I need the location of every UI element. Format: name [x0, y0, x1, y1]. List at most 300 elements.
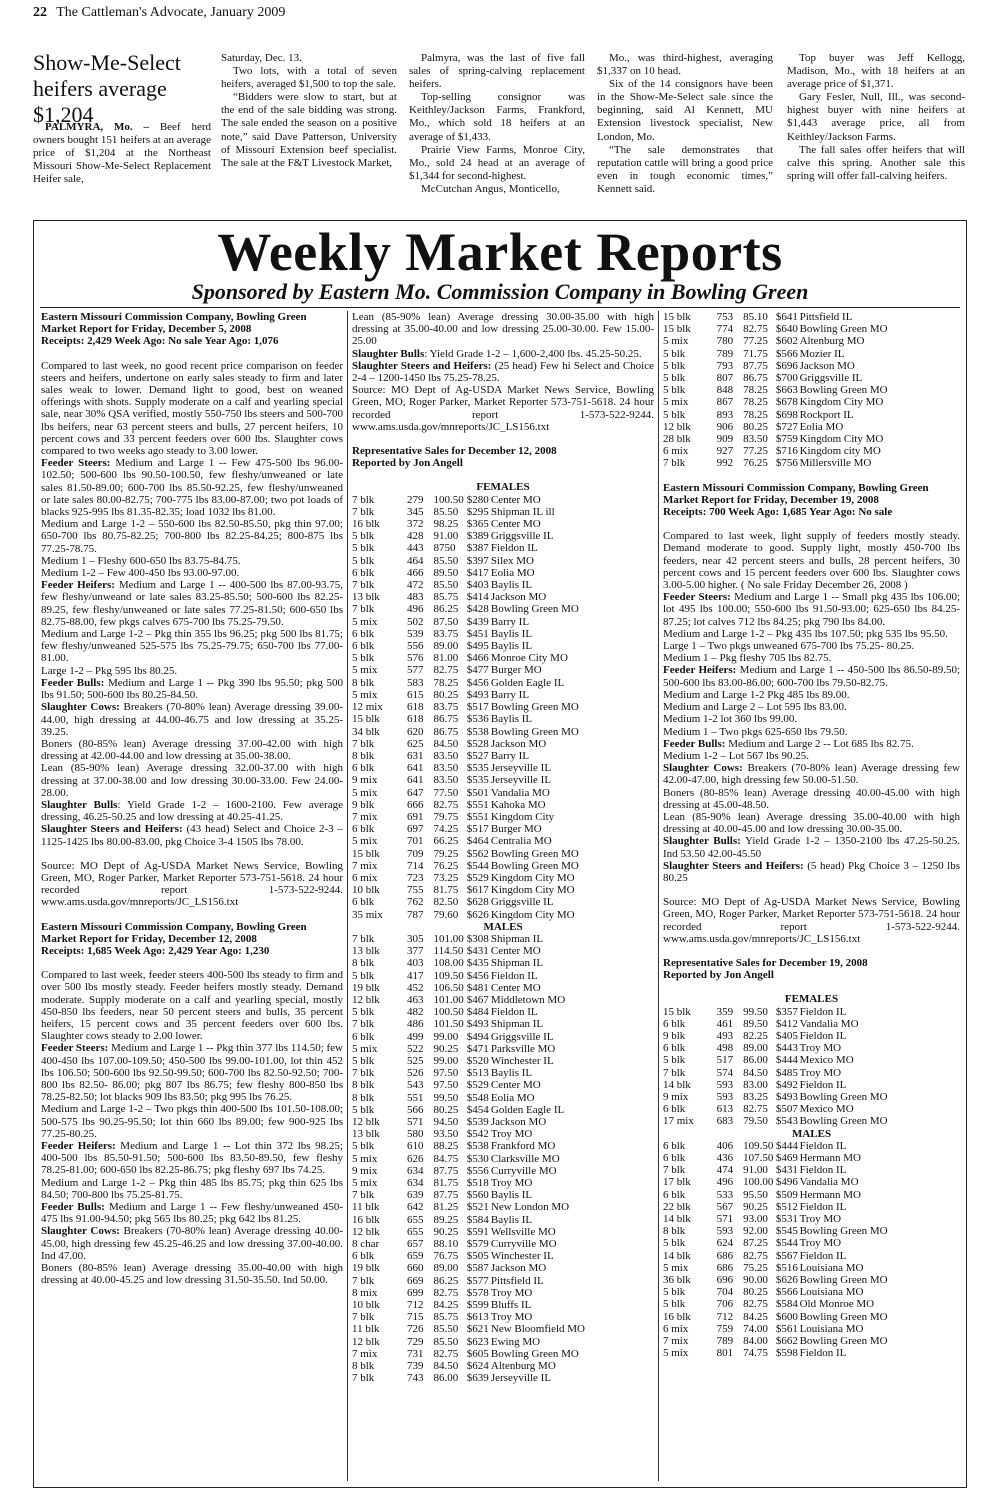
- avg-weight: 461: [716, 1017, 734, 1030]
- report-label: Slaughter Cows:: [41, 1225, 120, 1238]
- report-paragraph: Large 1 – Two pkgs unweaned 675-700 lbs 75.25- 80.25.: [663, 640, 915, 653]
- price-head: $617: [466, 884, 489, 897]
- sales-row: [352, 1031, 654, 1043]
- sales-row: [352, 1055, 654, 1067]
- lot-head-type: 5 blk: [352, 652, 375, 665]
- market-column-2: [352, 311, 654, 1481]
- spacer: [663, 470, 960, 482]
- sales-row: [352, 1238, 654, 1250]
- sales-row: [352, 677, 654, 689]
- price-head: $417: [466, 566, 489, 579]
- report-label: Slaughter Bulls: [41, 798, 118, 811]
- price-head: $548: [466, 1091, 489, 1104]
- price-head: $626: [775, 1274, 798, 1287]
- price-cwt: 87.25: [743, 1237, 768, 1250]
- avg-weight: 992: [716, 457, 734, 470]
- buyer-location: Winchester IL: [490, 1250, 554, 1263]
- lot-head-type: 5 blk: [663, 347, 686, 360]
- buyer-location: Barry IL: [490, 688, 530, 701]
- buyer-location: Curryville MO: [490, 1238, 557, 1251]
- price-head: $443: [775, 1042, 798, 1055]
- avg-weight: 691: [407, 810, 424, 823]
- avg-weight: 574: [716, 1066, 734, 1079]
- sales-row: [352, 945, 654, 957]
- price-head: $387: [466, 542, 489, 555]
- report-label: Feeder Heifers:: [663, 664, 737, 677]
- report-heading: Representative Sales for December 12, 2008: [352, 445, 557, 458]
- price-cwt: 90.25: [743, 1200, 768, 1213]
- sales-row: [352, 1104, 654, 1116]
- price-cwt: 78.25: [433, 676, 459, 689]
- price-head: $405: [775, 1029, 798, 1042]
- buyer-location: Eolia MO: [490, 566, 535, 579]
- buyer-location: Troy MO: [490, 1128, 533, 1141]
- price-cwt: 91.00: [743, 1164, 768, 1177]
- report-paragraph: Slaughter Steers and Heifers: (43 head) Select and Choice 2-3 – 1125-1425 lbs 80.00-83.00, pkg Choice 3-4 1505 lbs 78.00.: [41, 823, 343, 848]
- lot-head-type: 8 blk: [663, 1225, 686, 1238]
- report-paragraph: Medium 1-2 lot 360 lbs 99.00.: [663, 713, 798, 726]
- avg-weight: 593: [716, 1225, 734, 1238]
- lot-head-type: 5 mix: [352, 835, 378, 848]
- sales-table: [663, 1006, 960, 1128]
- lot-head-type: 5 blk: [352, 542, 375, 555]
- buyer-location: Fieldon IL: [799, 1249, 847, 1262]
- lot-head-type: 13 blk: [352, 591, 380, 604]
- sales-row: [663, 384, 960, 396]
- avg-weight: 704: [716, 1286, 734, 1299]
- avg-weight: 893: [716, 408, 734, 421]
- avg-weight: 801: [716, 1347, 734, 1360]
- price-cwt: 97.50: [433, 1067, 459, 1080]
- avg-weight: 593: [716, 1078, 734, 1091]
- sales-row: [352, 860, 654, 872]
- price-head: $542: [466, 1128, 489, 1141]
- lot-head-type: 5 mix: [663, 396, 689, 409]
- avg-weight: 927: [716, 445, 734, 458]
- price-cwt: 85.50: [433, 554, 459, 567]
- buyer-location: Golden Eagle IL: [490, 676, 565, 689]
- price-cwt: 87.75: [433, 1189, 459, 1202]
- avg-weight: 666: [407, 798, 424, 811]
- sales-row: [352, 1116, 654, 1128]
- lot-head-type: 5 mix: [352, 664, 378, 677]
- avg-weight: 486: [407, 1018, 424, 1031]
- price-cwt: 84.50: [433, 737, 459, 750]
- sales-row: [352, 530, 654, 542]
- price-cwt: 93.00: [743, 1213, 768, 1226]
- story-paragraph: The fall sales offer heifers that will calve this spring. Another sale this spring will offer fall-calving heifers.: [787, 143, 965, 182]
- price-cwt: 80.25: [433, 1103, 459, 1116]
- avg-weight: 669: [407, 1274, 424, 1287]
- price-cwt: 85.75: [433, 1311, 459, 1324]
- story-paragraph: Prairie View Farms, Monroe City, Mo., sold 24 head at an average of $1,344 for second-highest.: [409, 143, 585, 182]
- buyer-location: Fieldon IL: [490, 969, 538, 982]
- lot-head-type: 5 blk: [352, 1140, 375, 1153]
- lot-head-type: 5 blk: [352, 1054, 375, 1067]
- price-head: $577: [466, 1274, 489, 1287]
- buyer-location: New Bloomfield MO: [490, 1323, 585, 1336]
- sales-row: [352, 1336, 654, 1348]
- sales-row: [663, 1091, 960, 1103]
- avg-weight: 906: [716, 420, 734, 433]
- market-column-1: [41, 311, 343, 1481]
- lot-head-type: 7 blk: [352, 603, 375, 616]
- sales-row: [663, 311, 960, 323]
- avg-weight: 463: [407, 993, 424, 1006]
- price-cwt: 78.25: [743, 384, 768, 397]
- buyer-location: Baylis IL: [490, 627, 533, 640]
- lot-head-type: 12 blk: [352, 1225, 380, 1238]
- price-cwt: 76.25: [743, 457, 768, 470]
- price-head: $295: [466, 505, 489, 518]
- price-head: $389: [466, 530, 489, 543]
- lot-head-type: 5 mix: [663, 335, 689, 348]
- sales-row: [352, 1067, 654, 1079]
- buyer-location: Kingdom City MO: [490, 871, 575, 884]
- avg-weight: 686: [716, 1261, 734, 1274]
- sales-row: [352, 1140, 654, 1152]
- buyer-location: Bowling Green MO: [490, 859, 579, 872]
- price-head: $613: [466, 1311, 489, 1324]
- buyer-location: Vandalia MO: [799, 1017, 859, 1030]
- lot-head-type: 36 blk: [663, 1274, 691, 1287]
- price-head: $560: [466, 1189, 489, 1202]
- sales-row: [663, 433, 960, 445]
- report-label: Feeder Steers:: [41, 457, 111, 470]
- lot-head-type: 6 mix: [352, 871, 378, 884]
- buyer-location: Monroe City MO: [490, 652, 568, 665]
- buyer-location: Shipman IL: [490, 1018, 544, 1031]
- sales-row: [352, 750, 654, 762]
- price-cwt: 83.75: [433, 627, 459, 640]
- lot-head-type: 15 blk: [663, 1005, 691, 1018]
- price-head: $566: [775, 1286, 798, 1299]
- report-paragraph: Medium 1 – Fleshy 600-650 lbs 83.75-84.75.: [41, 554, 241, 567]
- price-head: $521: [466, 1201, 489, 1214]
- avg-weight: 624: [716, 1237, 734, 1250]
- lot-head-type: 12 blk: [352, 1116, 380, 1128]
- buyer-location: Millersville MO: [799, 457, 872, 470]
- buyer-location: Center MO: [490, 493, 541, 506]
- report-paragraph: Medium and Large 1-2 – 550-600 lbs 82.50-85.50, pkg thin 97.00; 650-700 lbs 80.75-82.25; 700-800 lbs 82.25-84.25; 800-875 lbs 77.25-78.75.: [41, 518, 343, 555]
- price-cwt: 84.50: [433, 1360, 459, 1373]
- price-cwt: 101.00: [433, 993, 464, 1006]
- avg-weight: 539: [407, 627, 424, 640]
- buyer-location: Eolia MO: [490, 1091, 535, 1104]
- sales-row: [352, 1092, 654, 1104]
- buyer-location: Troy MO: [799, 1213, 842, 1226]
- price-head: $495: [466, 640, 489, 653]
- buyer-location: Jackson MO: [799, 359, 855, 372]
- price-cwt: 86.75: [743, 372, 768, 385]
- buyer-location: Vandalia MO: [490, 786, 550, 799]
- lot-head-type: 22 blk: [663, 1200, 691, 1213]
- buyer-location: Eolia MO: [799, 420, 844, 433]
- lot-head-type: 5 mix: [663, 1347, 689, 1360]
- sales-row: [352, 1079, 654, 1091]
- price-cwt: 97.50: [433, 1079, 459, 1092]
- sales-row: [663, 1250, 960, 1262]
- avg-weight: 780: [716, 335, 734, 348]
- lot-head-type: 5 blk: [663, 408, 686, 421]
- avg-weight: 701: [407, 835, 424, 848]
- price-head: $280: [466, 493, 489, 506]
- spacer: [41, 957, 343, 969]
- sales-row: [352, 616, 654, 628]
- price-cwt: 89.00: [433, 640, 459, 653]
- lot-head-type: 6 blk: [663, 1188, 686, 1201]
- price-head: $516: [775, 1261, 798, 1274]
- sales-row: [352, 701, 654, 713]
- buyer-location: Altenburg MO: [490, 1360, 556, 1373]
- price-cwt: 109.50: [743, 1139, 774, 1152]
- lot-head-type: 7 mix: [352, 810, 378, 823]
- price-head: $640: [775, 323, 798, 336]
- avg-weight: 571: [716, 1213, 734, 1226]
- column-rule-1: [347, 311, 348, 1481]
- price-head: $696: [775, 359, 798, 372]
- story-column-5: [787, 52, 965, 183]
- report-heading: Eastern Missouri Commission Company, Bowling Green Market Report for Friday, December 19, 2008: [663, 481, 929, 506]
- price-cwt: 83.25: [743, 1090, 768, 1103]
- sales-row: [352, 1128, 654, 1140]
- price-head: $599: [466, 1299, 489, 1312]
- buyer-location: Troy MO: [490, 1177, 533, 1190]
- lot-head-type: 8 blk: [352, 1079, 375, 1092]
- report-label: Slaughter Bulls: [352, 347, 425, 360]
- spacer: [663, 981, 960, 993]
- avg-weight: 706: [716, 1298, 734, 1311]
- buyer-location: Mexico MO: [799, 1103, 854, 1116]
- story-paragraph: Top-selling consignor was Keithley/Jackson Farms, Frankford, Mo., which sold 18 heifers at an average of $1,433.: [409, 91, 585, 143]
- lot-head-type: 6 blk: [352, 896, 375, 909]
- buyer-location: Baylis IL: [490, 1213, 533, 1226]
- price-cwt: 85.50: [433, 579, 459, 592]
- lot-head-type: 8 blk: [352, 957, 375, 970]
- sales-table: [352, 933, 654, 1385]
- price-head: $623: [466, 1335, 489, 1348]
- price-cwt: 82.75: [433, 664, 459, 677]
- report-paragraph: Feeder Heifers: Medium and Large 1 -- Lot thin 372 lbs 98.25; 400-500 lbs 85.50-91.50; 500-600 lbs 83.50-89.50, few fleshy 78.25-81.00; 600-650 lbs 82.25-86.75; pkg fleshy 697 lbs 74.25.: [41, 1140, 343, 1177]
- sales-row: [352, 738, 654, 750]
- report-heading: Receipts: 1,685 Week Ago: 2,429 Year Ago: 1,230: [41, 944, 270, 957]
- sales-row: [352, 506, 654, 518]
- market-subtitle: Sponsored by Eastern Mo. Commission Company in Bowling Green: [191, 279, 809, 304]
- lot-head-type: 8 blk: [352, 1091, 375, 1104]
- price-head: $531: [775, 1213, 798, 1226]
- story-paragraph: Mo., was third-highest, averaging $1,337 on 10 head.: [597, 52, 773, 78]
- report-paragraph: Feeder Bulls: Medium and Large 1 -- Pkg 390 lbs 95.50; pkg 500 lbs 91.50; 500-600 lbs 80.25-84.50.: [41, 676, 343, 702]
- lot-head-type: 6 blk: [352, 762, 375, 775]
- buyer-location: Kahoka MO: [490, 798, 546, 811]
- price-cwt: 80.25: [743, 1286, 768, 1299]
- market-reports-box: [33, 220, 967, 1488]
- buyer-location: Jerseyville IL: [490, 762, 552, 775]
- avg-weight: 753: [716, 311, 734, 323]
- lot-head-type: 6 blk: [352, 823, 375, 836]
- sales-row: [352, 994, 654, 1006]
- price-head: $562: [466, 847, 489, 860]
- avg-weight: 576: [407, 652, 424, 665]
- buyer-location: Bluffs IL: [490, 1299, 532, 1312]
- story-paragraph: PALMYRA, Mo. – Beef herd owners bought 151 heifers at an average price of $1,204 at the Northeast Missouri Show-Me-Select Replacement Heifer sale,: [33, 121, 211, 186]
- price-head: $567: [775, 1249, 798, 1262]
- lot-head-type: 6 blk: [352, 1250, 375, 1263]
- price-head: $759: [775, 433, 798, 446]
- price-cwt: 88.25: [433, 1140, 459, 1153]
- avg-weight: 755: [407, 884, 424, 897]
- avg-weight: 577: [407, 664, 424, 677]
- buyer-location: Jerseyville IL: [490, 774, 552, 787]
- price-head: $530: [466, 1152, 489, 1165]
- sales-row: [663, 1262, 960, 1274]
- price-head: $505: [466, 1250, 489, 1263]
- price-head: $493: [466, 688, 489, 701]
- avg-weight: 593: [716, 1090, 734, 1103]
- price-head: $551: [466, 810, 489, 823]
- avg-weight: 567: [716, 1200, 734, 1213]
- buyer-location: Shipman IL ill: [490, 505, 555, 518]
- story-paragraph: Top buyer was Jeff Kellogg, Madison, Mo., with 18 heifers at an average price of $1,371.: [787, 52, 965, 91]
- avg-weight: 464: [407, 554, 424, 567]
- price-head: $529: [466, 1079, 489, 1092]
- buyer-location: Baylis IL: [490, 579, 533, 592]
- buyer-location: New London MO: [490, 1201, 570, 1214]
- avg-weight: 759: [716, 1322, 734, 1335]
- price-head: $439: [466, 615, 489, 628]
- sales-row: [352, 787, 654, 799]
- avg-weight: 714: [407, 859, 424, 872]
- lot-head-type: 6 blk: [352, 640, 375, 653]
- lot-head-type: 6 blk: [663, 1103, 686, 1116]
- price-head: $451: [466, 627, 489, 640]
- market-title: Weekly Market Reports: [217, 222, 783, 282]
- price-cwt: 89.50: [743, 1017, 768, 1030]
- price-head: $624: [466, 1360, 489, 1373]
- sales-row: [352, 762, 654, 774]
- avg-weight: 483: [407, 591, 424, 604]
- lot-head-type: 13 blk: [352, 1128, 380, 1141]
- price-cwt: 81.00: [433, 652, 459, 665]
- price-head: $481: [466, 981, 489, 994]
- sales-row: [663, 421, 960, 433]
- lot-head-type: 7 blk: [352, 1189, 375, 1202]
- avg-weight: 762: [407, 896, 424, 909]
- sales-row: [352, 1250, 654, 1262]
- price-cwt: 83.50: [433, 774, 459, 787]
- price-cwt: 89.00: [433, 1262, 459, 1275]
- price-cwt: 74.75: [743, 1347, 768, 1360]
- buyer-location: Center MO: [490, 945, 541, 958]
- sales-row: [352, 518, 654, 530]
- lot-head-type: 7 mix: [352, 1347, 378, 1360]
- lot-head-type: 12 blk: [352, 993, 380, 1006]
- lot-head-type: 5 mix: [352, 1177, 378, 1190]
- price-head: $598: [775, 1347, 798, 1360]
- sales-row: [663, 1164, 960, 1176]
- avg-weight: 618: [407, 713, 424, 726]
- page-number: 22: [33, 5, 47, 20]
- sales-row: [663, 445, 960, 457]
- sales-row: [352, 1348, 654, 1360]
- avg-weight: 647: [407, 786, 424, 799]
- lot-head-type: 5 blk: [663, 384, 686, 397]
- report-heading: Representative Sales for December 19, 2008: [663, 956, 868, 969]
- sales-row: [352, 799, 654, 811]
- sales-row: [352, 982, 654, 994]
- lot-head-type: 17 mix: [663, 1115, 694, 1128]
- sales-row: [352, 494, 654, 506]
- sales-row: [663, 1225, 960, 1237]
- price-head: $716: [775, 445, 798, 458]
- sales-row: [352, 1311, 654, 1323]
- lot-head-type: 5 mix: [352, 688, 378, 701]
- price-head: $428: [466, 603, 489, 616]
- price-cwt: 81.75: [433, 884, 459, 897]
- price-head: $605: [466, 1347, 489, 1360]
- avg-weight: 372: [407, 518, 424, 531]
- price-cwt: 101.50: [433, 1018, 464, 1031]
- price-head: $602: [775, 335, 798, 348]
- price-head: $536: [466, 713, 489, 726]
- price-head: $527: [466, 749, 489, 762]
- price-cwt: 86.25: [433, 603, 459, 616]
- avg-weight: 618: [407, 701, 424, 714]
- sales-row: [352, 823, 654, 835]
- avg-weight: 625: [407, 737, 424, 750]
- price-cwt: 78.25: [743, 396, 768, 409]
- lot-head-type: 14 blk: [663, 1078, 691, 1091]
- price-head: $626: [466, 908, 489, 921]
- lot-head-type: 16 blk: [352, 1213, 380, 1226]
- lot-head-type: 6 blk: [663, 1017, 686, 1030]
- price-head: $678: [775, 396, 798, 409]
- buyer-location: Centralia MO: [490, 835, 552, 848]
- lot-head-type: 12 blk: [352, 1335, 380, 1348]
- report-label: Slaughter Steers and Heifers:: [663, 859, 804, 872]
- buyer-location: Parksville MO: [490, 1042, 556, 1055]
- buyer-location: Louisiana MO: [799, 1322, 864, 1335]
- avg-weight: 634: [407, 1164, 424, 1177]
- spacer: [41, 909, 343, 921]
- sales-row: [663, 360, 960, 372]
- avg-weight: 789: [716, 1335, 734, 1348]
- price-cwt: 84.25: [743, 1310, 768, 1323]
- avg-weight: 715: [407, 1311, 424, 1324]
- sales-row: [352, 835, 654, 847]
- avg-weight: 807: [716, 372, 734, 385]
- price-head: $357: [775, 1005, 798, 1018]
- price-cwt: 81.25: [433, 1201, 459, 1214]
- sales-row: [663, 1189, 960, 1201]
- avg-weight: 472: [407, 579, 424, 592]
- avg-weight: 634: [407, 1177, 424, 1190]
- buyer-location: Jackson MO: [490, 737, 547, 750]
- avg-weight: 403: [407, 957, 424, 970]
- report-label: Slaughter Bulls:: [663, 835, 741, 848]
- sales-row: [663, 348, 960, 360]
- lot-head-type: 9 mix: [663, 1090, 689, 1103]
- sales-row: [352, 1287, 654, 1299]
- buyer-location: Clarksville MO: [490, 1152, 560, 1165]
- price-cwt: 90.00: [743, 1274, 768, 1287]
- story-paragraph: Palmyra, was the last of five fall sales of spring-calving replacement heifers.: [409, 52, 585, 91]
- report-paragraph: Slaughter Cows: Breakers (70-80% lean) Average dressing 39.00-44.00, high dressing at 44.00-46.75 and low dressing at 35.25-39.25.: [41, 701, 343, 738]
- buyer-location: Curryville MO: [490, 1164, 557, 1177]
- price-cwt: 87.50: [433, 615, 459, 628]
- price-head: $538: [466, 1140, 489, 1153]
- story-column-4: [597, 52, 773, 196]
